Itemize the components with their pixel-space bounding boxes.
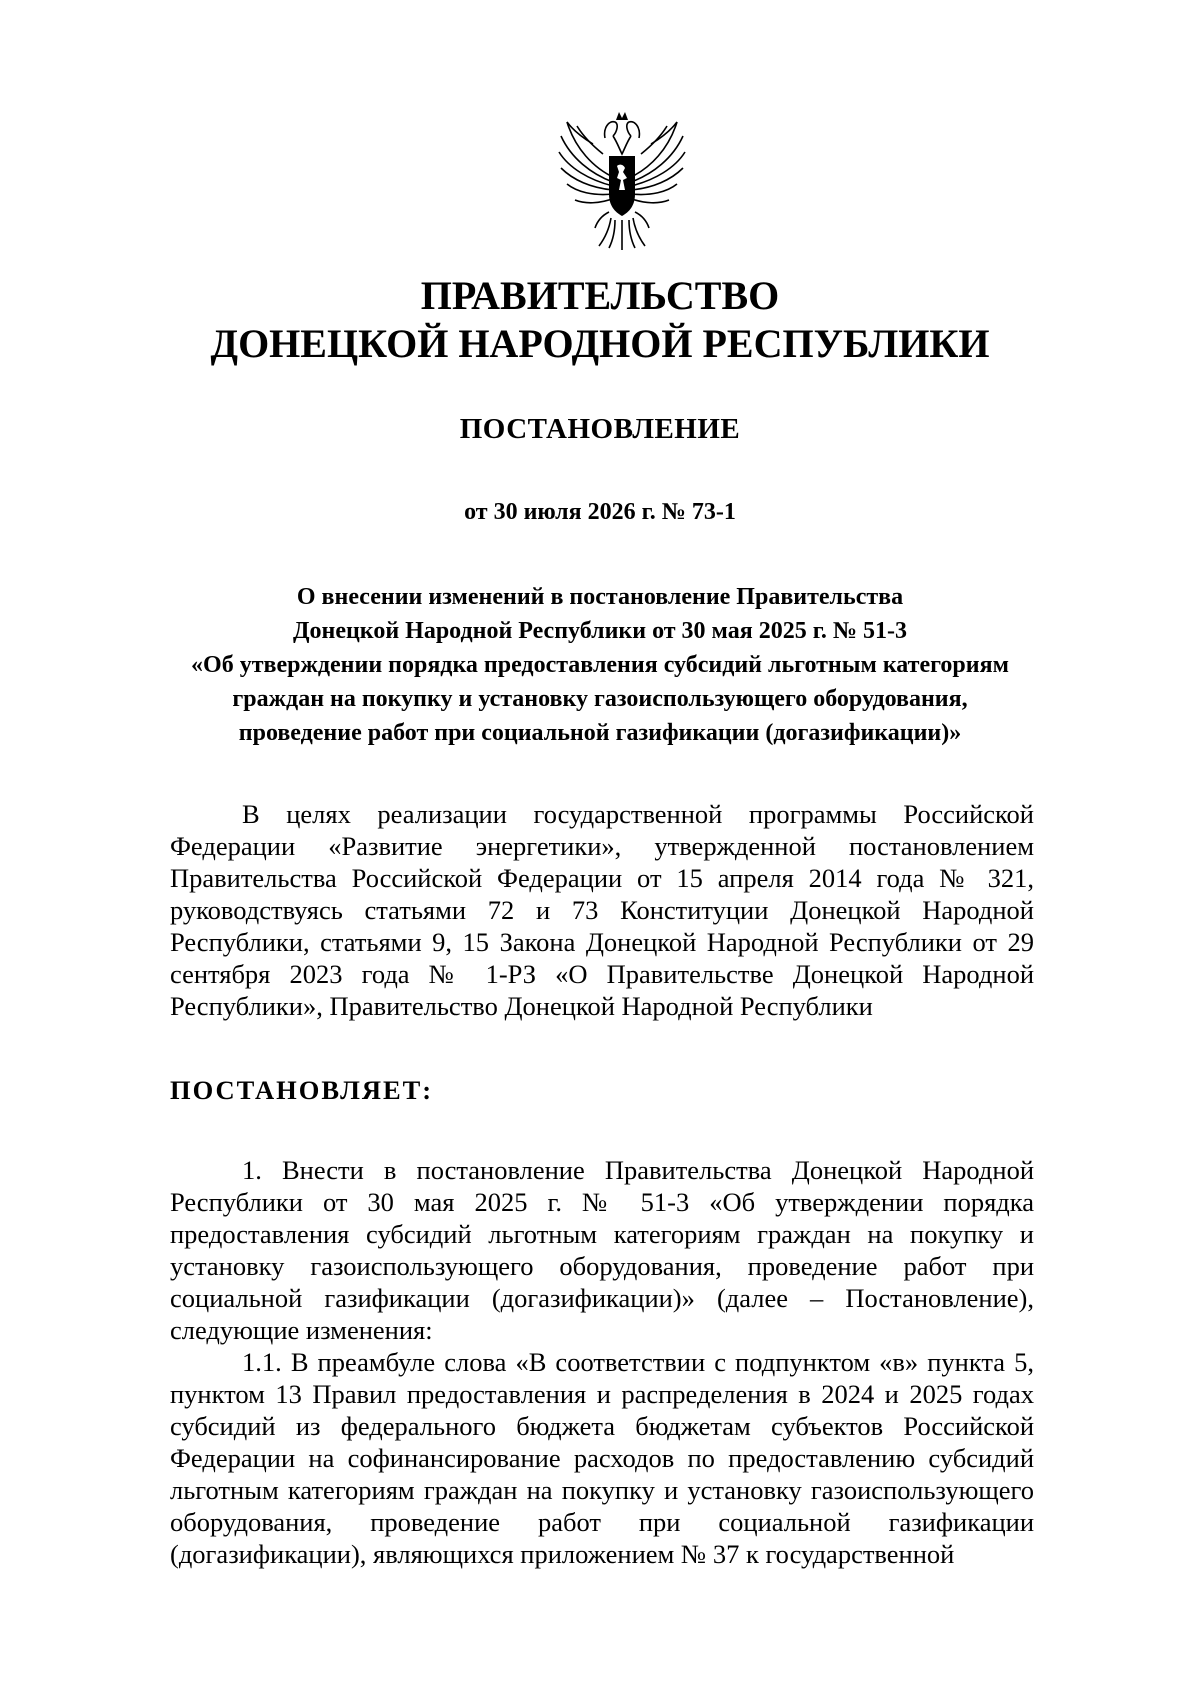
- item-1: 1. Внести в постановление Правительства Донецкой Народной Республики от 30 мая 2025 г. № 51-3 «Об утверждении порядка предоставления субсидий льготным категориям граждан на покупку и установку газоиспользующего оборудования, проведение работ при социальной газификации (догазификации)» (далее – Постановление), следующие изменения:: [170, 1155, 1034, 1345]
- decree-word: ПОСТАНОВЛЯЕТ:: [170, 1075, 434, 1105]
- government-title: [0, 272, 1200, 368]
- document-date-number: от 30 июля 2026 г. № 73-1: [464, 499, 736, 525]
- subject-line4: граждан на покупку и установку газоиспользующего оборудования,: [232, 686, 968, 712]
- coat-of-arms-icon: [553, 108, 691, 254]
- subject-line5: проведение работ при социальной газификации (догазификации)»: [238, 720, 962, 746]
- decree-items: [170, 1154, 1034, 1570]
- preamble-paragraph: В целях реализации государственной программы Российской Федерации «Развитие энергетики», утвержденной постановлением Правительства Российской Федерации от 15 апреля 2014 года № 321, руководствуясь статьями 72 и 73 Конституции Донецкой Народной Республики, статьями 9, 15 Закона Донецкой Народной Республики от 29 сентября 2023 года № 1-РЗ «О Правительстве Донецкой Народной Республики», Правительство Донецкой Народной Республики: [170, 799, 1034, 1021]
- item-1-1: 1.1. В преамбуле слова «В соответствии с подпунктом «в» пункта 5, пунктом 13 Правил предоставления и распределения в 2024 и 2025 годах субсидий из федерального бюджета бюджетам субъектов Российской Федерации на софинансирование расходов по предоставлению субсидий льготным категориям граждан на покупку и установку газоиспользующего оборудования, проведение работ при социальной газификации (догазификации), являющихся приложением № 37 к государственной: [170, 1347, 1034, 1569]
- subject-line1: О внесении изменений в постановление Правительства: [296, 584, 904, 610]
- preamble: [170, 798, 1034, 1022]
- subject-line3: «Об утверждении порядка предоставления субсидий льготным категориям: [191, 652, 1009, 678]
- government-title-line1: ПРАВИТЕЛЬСТВО: [420, 273, 780, 318]
- subject-line2: Донецкой Народной Республики от 30 мая 2025 г. № 51-3: [292, 618, 908, 644]
- document-type: ПОСТАНОВЛЕНИЕ: [459, 413, 741, 445]
- document-subject: [0, 580, 1200, 750]
- government-title-line2: ДОНЕЦКОЙ НАРОДНОЙ РЕСПУБЛИКИ: [210, 321, 990, 366]
